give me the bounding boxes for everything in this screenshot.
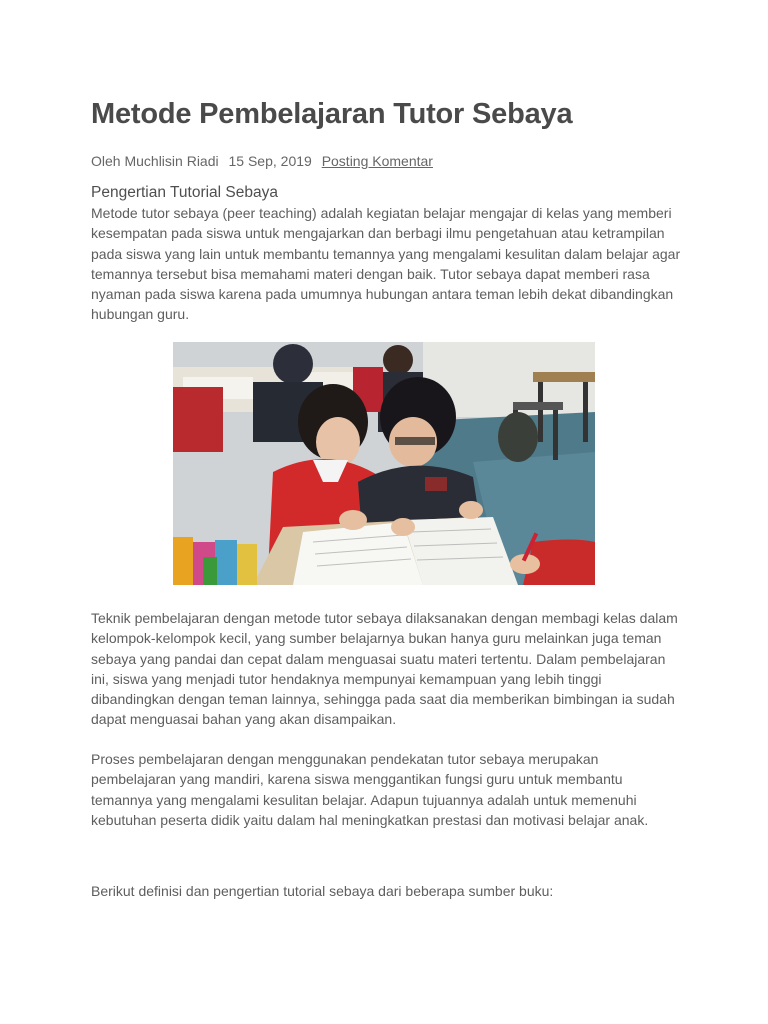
paragraph-process: Proses pembelajaran dengan menggunakan pendekatan tutor sebaya merupakan pembelajaran yang mandiri, karena siswa menggantikan fungsi guru untuk membantu temannya yang mengalami kesulitan belajar. Adapun tujuannya adalah untuk memenuhi kebutuhan peserta didik yaitu dalam hal meningkatkan prestasi dan motivasi belajar anak. — [91, 751, 649, 828]
paragraph-intro: Metode tutor sebaya (peer teaching) adalah kegiatan belajar mengajar di kelas yang memberi kesempatan pada siswa untuk mengajarkan dan berbagi ilmu pengetahuan atau ketrampilan pada siswa yang lain untuk membantu temannya yang mengalami kesulitan dalam belajar agar temannya tersebut bisa memahami materi dengan baik. Tutor sebaya dapat memberi rasa nyaman pada siswa karena pada umumnya hubungan antara teman lebih dekat dibandingkan hubungan guru. — [91, 205, 681, 323]
author-name: Oleh Muchlisin Riadi — [91, 153, 219, 169]
article-meta — [91, 152, 681, 170]
article-photo — [173, 342, 595, 585]
article-header — [91, 96, 681, 325]
classroom-photo — [173, 342, 595, 585]
post-comment-link[interactable]: Posting Komentar — [321, 153, 433, 169]
paragraph-definitions-intro: Berikut definisi dan pengertian tutorial sebaya dari beberapa sumber buku: — [91, 883, 554, 899]
section-heading: Pengertian Tutorial Sebaya — [91, 184, 278, 201]
page-title: Metode Pembelajaran Tutor Sebaya — [91, 98, 573, 130]
post-date: 15 Sep, 2019 — [228, 153, 312, 169]
paragraph-technique: Teknik pembelajaran dengan metode tutor sebaya dilaksanakan dengan membagi kelas dalam kelompok-kelompok kecil, yang sumber belajarnya bukan hanya guru melainkan juga teman sebaya yang pandai dan cepat dalam menguasai suatu materi tertentu. Dalam pembelajaran ini, siswa yang menjadi tutor hendaknya mempunyai kemampuan yang lebih tinggi dibandingkan dengan teman lainnya, sehingga pada saat dia memberikan bimbingan ia sudah dapat menguasai bahan yang akan disampaikan. — [91, 610, 678, 728]
